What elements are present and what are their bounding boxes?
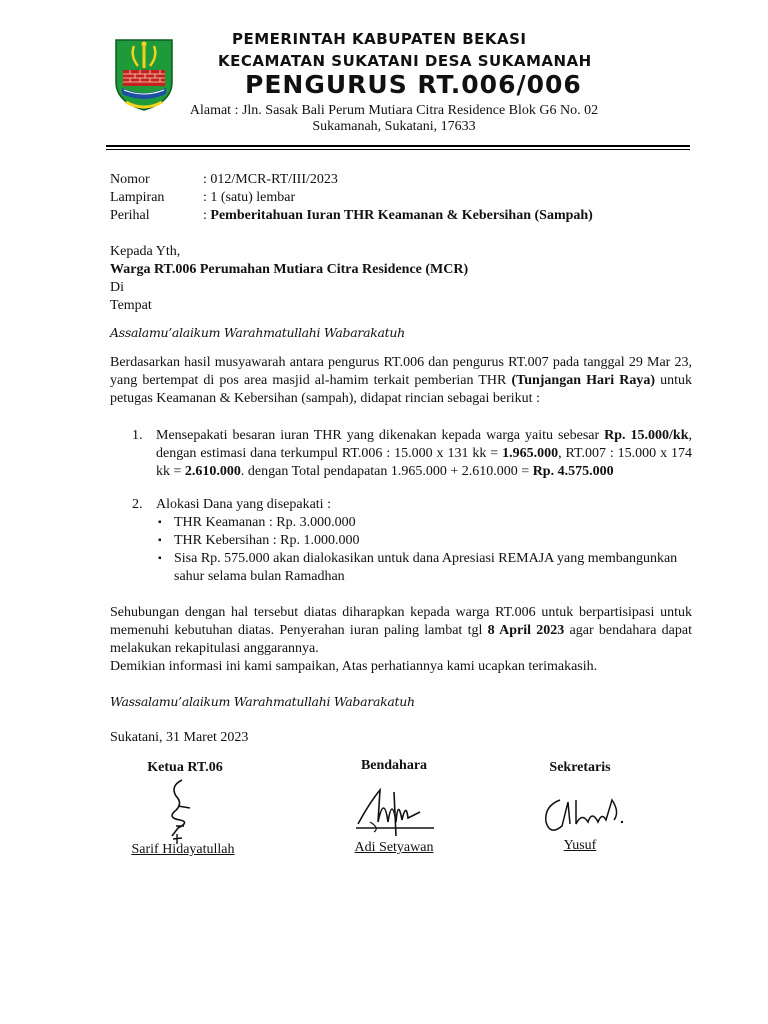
signature-bendahara (350, 782, 440, 845)
intro-text-a: Berdasarkan hasil musyawarah antara pengurus RT.006 dan pengurus RT.007 pada tanggal 29 Mar 23, yang bertempat di pos area masjid al-hamim terkait pemberian THR (110, 355, 692, 388)
letterhead-address-1: Alamat : Jln. Sasak Bali Perum Mutiara Citra Residence Blok G6 No. 02 (189, 103, 599, 118)
greeting: Assalamu’alaikum Warahmatullahi Wabarakatuh (110, 325, 405, 340)
closing-thanks: Demikian informasi ini kami sampaikan, Atas perhatiannya kami ucapkan terimakasih. (110, 659, 598, 674)
signatory-name-ketua: Sarif Hidayatullah (131, 842, 235, 857)
nomor-value: : 012/MCR-RT/III/2023 (203, 172, 338, 187)
perihal-value: Pemberitahuan Iuran THR Keamanan & Kebersihan (Sampah) (210, 208, 593, 223)
place-date: Sukatani, 31 Maret 2023 (110, 730, 249, 745)
item1-c: , dengan estimasi dana terkumpul RT.006 : 15.000 x 131 kk = (156, 428, 692, 461)
bullet-icon: ▪ (158, 517, 162, 528)
letterhead-divider (106, 145, 690, 147)
perihal-line (203, 207, 593, 225)
item1-e: , RT.007 : 15.000 x 174 kk = (156, 446, 692, 479)
regency-logo (112, 38, 176, 112)
signatory-title-ketua: Ketua RT.06 (147, 760, 223, 775)
recipient-name: Warga RT.006 Perumahan Mutiara Citra Residence (MCR) (110, 262, 469, 277)
signatory-title-bendahara: Bendahara (360, 758, 428, 773)
item2-bullet-1: THR Keamanan : Rp. 3.000.000 (174, 515, 356, 530)
item1-text (156, 427, 692, 481)
bekasi-regency-emblem-icon (112, 38, 176, 112)
item1-b: Rp. 15.000/kk (604, 428, 689, 443)
letterhead-divider-thin (106, 149, 690, 150)
letterhead-line1: PEMERINTAH KABUPATEN BEKASI (232, 30, 527, 48)
letterhead-line2: KECAMATAN SUKATANI DESA SUKAMANAH (218, 52, 592, 70)
item1-f: 2.610.000 (184, 464, 241, 479)
signature-sekretaris (540, 792, 630, 841)
bullet-icon: ▪ (158, 553, 162, 564)
lampiran-value: : 1 (satu) lembar (203, 190, 296, 205)
intro-text-bold: (Tunjangan Hari Raya) (511, 373, 655, 388)
item2-title: Alokasi Dana yang disepakati : (156, 497, 331, 512)
intro-paragraph (110, 354, 692, 408)
signatory-title-sekretaris: Sekretaris (549, 760, 611, 775)
signatory-name-sekretaris: Yusuf (563, 838, 597, 853)
recipient-tempat: Tempat (110, 298, 152, 313)
bullet-icon: ▪ (158, 535, 162, 546)
item1-d: 1.965.000 (502, 446, 559, 461)
recipient-salutation: Kepada Yth, (110, 244, 181, 259)
nomor-label: Nomor (110, 172, 150, 187)
closing-a: Sehubungan dengan hal tersebut diatas diharapkan kepada warga RT.006 untuk berpartisipasi untuk memenuhi kebutuhan diatas. Penyerahan iuran paling lambat tgl (110, 605, 692, 638)
lampiran-label: Lampiran (110, 190, 165, 205)
closing-c: agar bendahara dapat melakukan rekapitulasi anggarannya. (110, 623, 692, 656)
letterhead-title: PENGURUS RT.006/006 (245, 70, 582, 99)
intro-text-c: untuk petugas Keamanan & Kebersihan (sampah), didapat rincian sebagai berikut : (110, 373, 692, 406)
item1-a: Mensepakati besaran iuran THR yang dikenakan kepada warga yaitu sebesar (156, 428, 605, 443)
perihal-label: Perihal (110, 208, 150, 223)
item2-bullet-2: THR Kebersihan : Rp. 1.000.000 (174, 533, 360, 548)
item2-bullet-3: Sisa Rp. 575.000 akan dialokasikan untuk dana Apresiasi REMAJA yang membangunkan sahur selama bulan Ramadhan (174, 551, 678, 584)
item1-number: 1. (132, 428, 143, 443)
perihal-colon: : (203, 208, 211, 223)
letterhead-address-2: Sukamanah, Sukatani, 17633 (312, 119, 476, 134)
signature-ketua (160, 776, 200, 851)
closing-deadline: 8 April 2023 (487, 623, 565, 638)
recipient-di: Di (110, 280, 124, 295)
closing-paragraph (110, 604, 692, 658)
item2-number: 2. (132, 497, 143, 512)
farewell: Wassalamu’alaikum Warahmatullahi Wabarakatuh (110, 694, 415, 709)
item1-h: Rp. 4.575.000 (532, 464, 614, 479)
item1-g: . dengan Total pendapatan 1.965.000 + 2.610.000 = (240, 464, 533, 479)
signatory-name-bendahara: Adi Setyawan (354, 840, 434, 855)
